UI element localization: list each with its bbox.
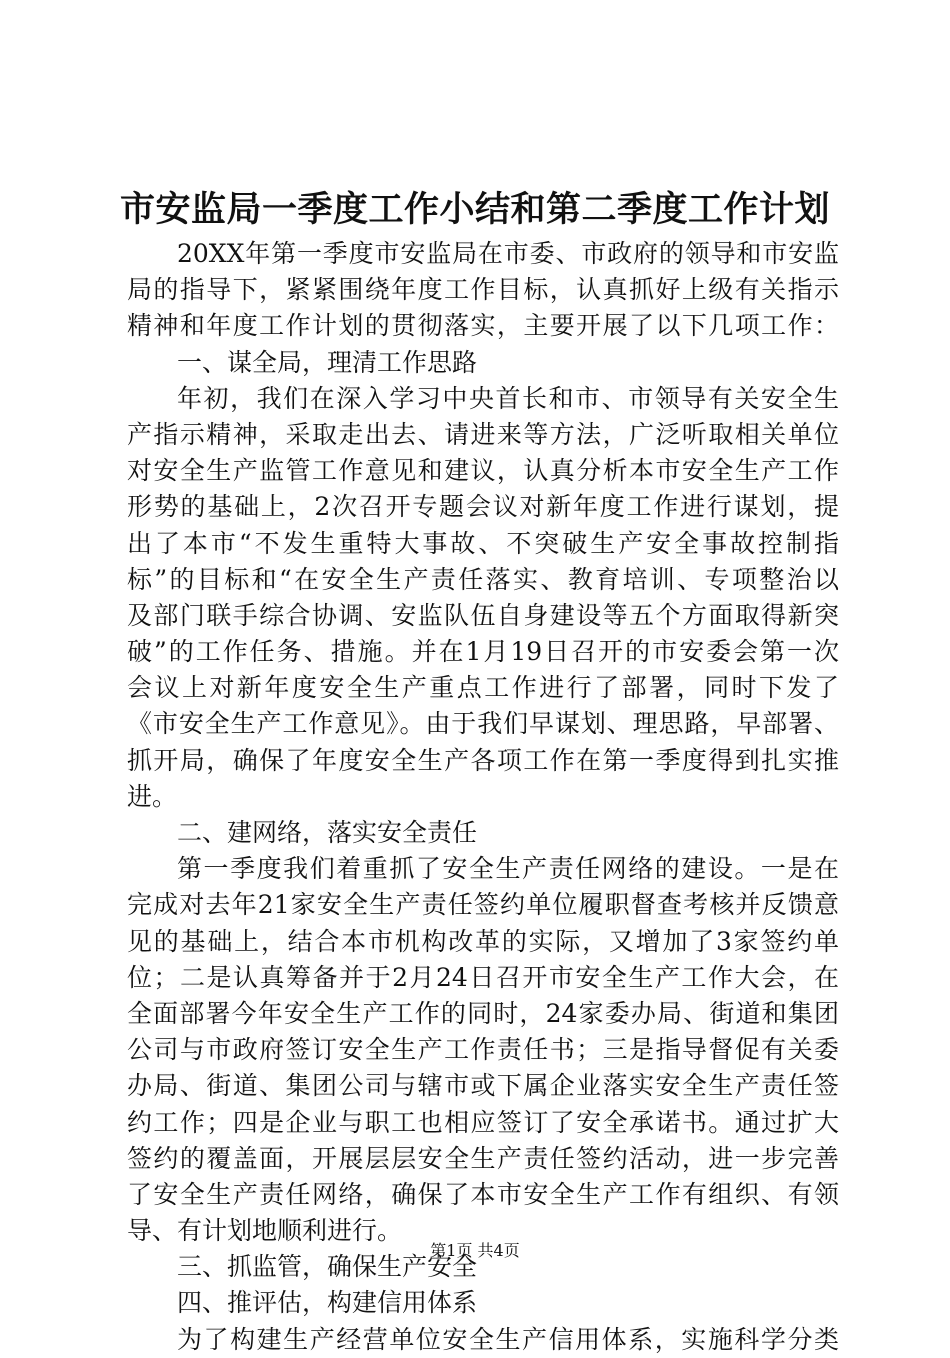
text-line: 签约的覆盖面，开展层层安全生产责任签约活动，进一步完善 bbox=[127, 1143, 839, 1173]
text-line: 出了本市“不发生重特大事故、不突破生产安全事故控制指 bbox=[127, 528, 839, 558]
text-line: 第一季度我们着重抓了安全生产责任网络的建设。一是在 bbox=[177, 854, 839, 884]
text-line: 见的基础上，结合本市机构改革的实际，又增加了3家签约单 bbox=[127, 926, 839, 956]
text-line: 20XX年第一季度市安监局在市委、市政府的领导和市安监 bbox=[177, 239, 839, 268]
text-line: 办局、街道、集团公司与辖市或下属企业落实安全生产责任签 bbox=[127, 1071, 839, 1101]
text-line: 完成对去年21家安全生产责任签约单位履职督查考核并反馈意 bbox=[127, 890, 839, 920]
document-title: 市安监局一季度工作小结和第二季度工作计划 bbox=[119, 189, 830, 230]
text-line: 了安全生产责任网络，确保了本市安全生产工作有组织、有领 bbox=[127, 1179, 839, 1209]
text-line: 产指示精神，采取走出去、请进来等方法，广泛听取相关单位 bbox=[127, 419, 839, 449]
text-line: 会议上对新年度安全生产重点工作进行了部署，同时下发了 bbox=[127, 673, 839, 703]
text-line: 二、建网络，落实安全责任 bbox=[177, 818, 478, 847]
text-line: 约工作；四是企业与职工也相应签订了安全承诺书。通过扩大 bbox=[127, 1107, 839, 1137]
text-line: 破”的工作任务、措施。并在1月19日召开的市安委会第一次 bbox=[127, 637, 839, 667]
text-line: 位；二是认真筹备并于2月24日召开市安全生产工作大会，在 bbox=[127, 962, 839, 992]
text-line: 精神和年度工作计划的贯彻落实，主要开展了以下几项工作： bbox=[127, 311, 839, 341]
page-footer: 第1页 共4页 bbox=[430, 1241, 520, 1260]
text-line: 公司与市政府签订安全生产工作责任书；三是指导督促有关委 bbox=[127, 1035, 839, 1065]
text-line: 一、谋全局，理清工作思路 bbox=[177, 347, 478, 377]
text-line: 及部门联手综合协调、安监队伍自身建设等五个方面取得新突 bbox=[127, 600, 839, 630]
text-line: 形势的基础上，2次召开专题会议对新年度工作进行谋划，提 bbox=[127, 492, 839, 522]
text-line: 三、抓监管，确保生产安全 bbox=[177, 1252, 478, 1282]
text-line: 对安全生产监管工作意见和建议，认真分析本市安全生产工作 bbox=[127, 456, 839, 486]
text-line: 抓开局，确保了年度安全生产各项工作在第一季度得到扎实推 bbox=[127, 745, 839, 775]
text-line: 年初，我们在深入学习中央首长和市、市领导有关安全生 bbox=[177, 383, 839, 413]
document-body bbox=[127, 236, 839, 1358]
text-line: 导、有计划地顺利进行。 bbox=[127, 1216, 403, 1246]
text-line: 局的指导下，紧紧围绕年度工作目标，认真抓好上级有关指示 bbox=[127, 275, 839, 305]
text-line: 标”的目标和“在安全生产责任落实、教育培训、专项整治以 bbox=[127, 564, 839, 594]
text-line: 四、推评估，构建信用体系 bbox=[177, 1288, 478, 1318]
text-line: 为了构建生产经营单位安全生产信用体系，实施科学分类 bbox=[177, 1324, 839, 1354]
text-line: 进。 bbox=[127, 781, 178, 811]
text-line: 《市安全生产工作意见》。由于我们早谋划、理思路，早部署、 bbox=[127, 709, 839, 739]
text-line: 全面部署今年安全生产工作的同时，24家委办局、街道和集团 bbox=[127, 998, 839, 1028]
